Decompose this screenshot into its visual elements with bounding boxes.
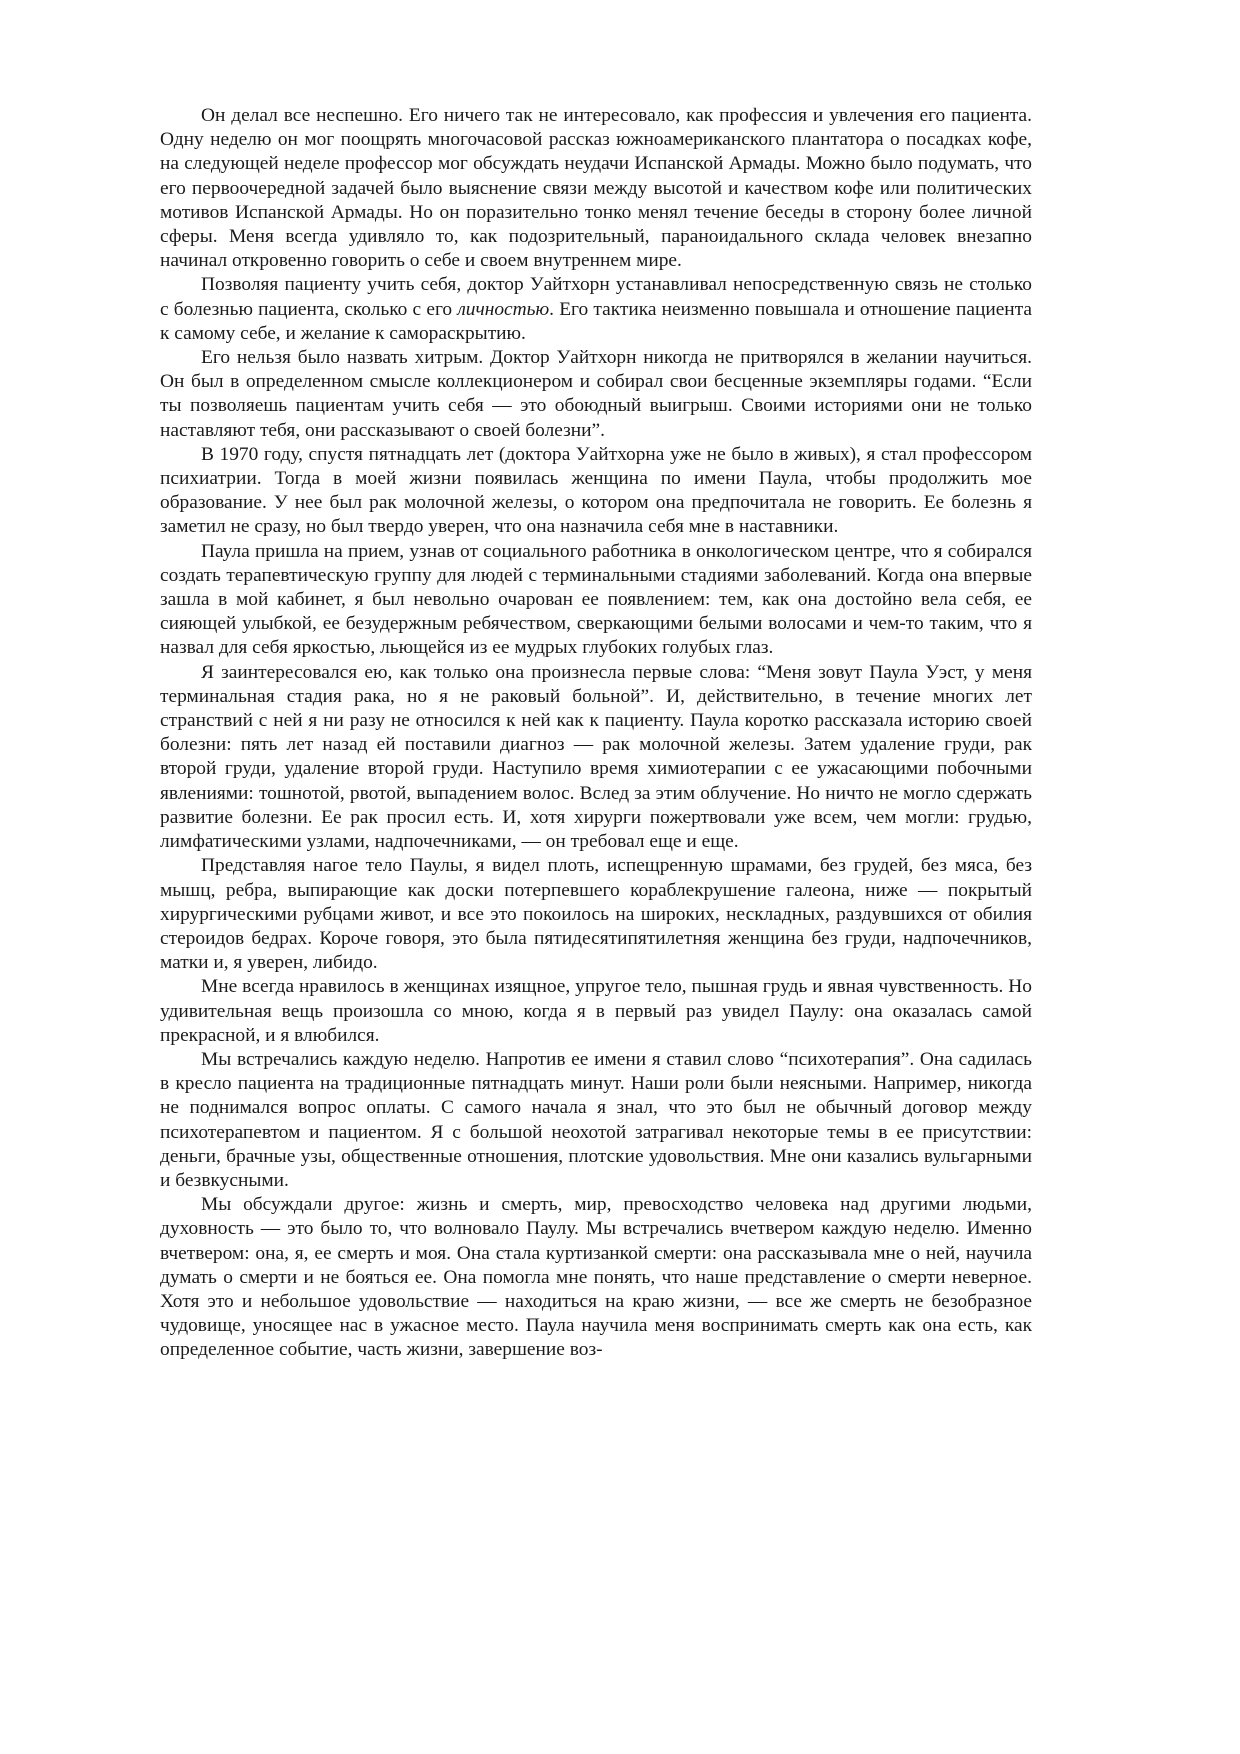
paragraph-1: Он делал все неспешно. Его ничего так не интересовало, как профессия и увлечения его пациента. Одну неделю он мог поощрять многочасовой рассказ южноамериканского плантатора о посадках кофе, на следующей неделе профессор мог обсуждать неудачи Испанской Армады. Можно было подумать, что его первоочередной задачей было выяснение связи между высотой и качеством кофе или политических мотивов Испанской Армады. Но он поразительно тонко менял течение беседы в сторону более личной сферы. Меня всегда удивляло то, как подозрительный, параноидального склада человек внезапно начинал откровенно говорить о себе и своем внутреннем мире.: [160, 105, 1032, 272]
paragraph-8: Мне всегда нравилось в женщинах изящное, упругое тело, пышная грудь и явная чувственность. Но удивительная вещь произошла со мною, когда я в первый раз увидел Паулу: она оказалась самой прекрасной, и я влюбился.: [160, 976, 1032, 1046]
paragraph-3: Его нельзя было назвать хитрым. Доктор Уайтхорн никогда не притворялся в желании научиться. Он был в определенном смысле коллекционером и собирал свои бесценные экземпляры годами. “Если ты позволяешь пациентам учить себя — это обоюдный выигрыш. Своими историями они не только наставляют тебя, они рассказывают о своей болезни”.: [160, 347, 1032, 441]
document-page: [160, 104, 1032, 1363]
emphasis-lichnostyu: личностью: [457, 298, 550, 320]
paragraph-7: Представляя нагое тело Паулы, я видел плоть, испещренную шрамами, без грудей, без мяса, без мышц, ребра, выпирающие как доски потерпевшего кораблекрушение галеона, ниже — покрытый хирургическими рубцами живот, и все это покоилось на широких, нескладных, раздувшихся от обилия стероидов бедрах. Короче говоря, это была пятидесятипятилетняя женщина без груди, надпочечников, матки и, я уверен, либидо.: [160, 855, 1032, 974]
paragraph-4: В 1970 году, спустя пятнадцать лет (доктора Уайтхорна уже не было в живых), я стал профессором психиатрии. Тогда в моей жизни появилась женщина по имени Паула, чтобы продолжить мое образование. У нее был рак молочной железы, о котором она предпочитала не говорить. Ее болезнь я заметил не сразу, но был твердо уверен, что она назначила себя мне в наставники.: [160, 443, 1032, 538]
paragraph-6: Я заинтересовался ею, как только она произнесла первые слова: “Меня зовут Паула Уэст, у меня терминальная стадия рака, но я не раковый больной”. И, действительно, в течение многих лет странствий с ней я ни разу не относился к ней как к пациенту. Паула коротко рассказала историю своей болезни: пять лет назад ей поставили диагноз — рак молочной железы. Затем удаление груди, рак второй груди, удаление второй груди. Наступило время химиотерапии с ее ужасающими побочными явлениями: тошнотой, рвотой, выпадением волос. Вслед за этим облучение. Но ничто не могло сдержать развитие болезни. Ее рак просил есть. И, хотя хирурги пожертвовали уже всем, чем могли: грудью, лимфатическими узлами, надпочечниками, — он требовал еще и еще.: [160, 661, 1032, 853]
paragraph-2-before: Позволяя пациенту учить себя, доктор Уайтхорн устанавливал непосредственную связь не столько с болезнью пациента, сколько с его: [160, 274, 1032, 320]
paragraph-5: Паула пришла на прием, узнав от социального работника в онкологическом центре, что я собирался создать терапевтическую группу для людей с терминальными стадиями заболеваний. Когда она впервые зашла в мой кабинет, я был невольно очарован ее появлением: тем, как она достойно вела себя, ее сияющей улыбкой, ее безудержным ребячеством, сверкающими белыми волосами и чем-то таким, что я назвал для себя яркостью, льющейся из ее мудрых глубоких голубых глаз.: [160, 540, 1032, 659]
paragraph-2: [160, 273, 1032, 346]
paragraph-9: Мы встречались каждую неделю. Напротив ее имени я ставил слово “психотерапия”. Она садилась в кресло пациента на традиционные пятнадцать минут. Наши роли были неясными. Например, никогда не поднимался вопрос оплаты. С самого начала я знал, что это был не обычный договор между психотерапевтом и пациентом. Я с большой неохотой затрагивал некоторые темы в ее присутствии: деньги, брачные узы, общественные отношения, плотские удовольствия. Мне они казались вульгарными и безвкусными.: [160, 1048, 1032, 1191]
paragraph-10: Мы обсуждали другое: жизнь и смерть, мир, превосходство человека над другими людьми, духовность — это было то, что волновало Паулу. Мы встречались вчетвером каждую неделю. Именно вчетвером: она, я, ее смерть и моя. Она стала куртизанкой смерти: она рассказывала мне о ней, научила думать о смерти и не бояться ее. Она помогла мне понять, что наше представление о смерти неверное. Хотя это и небольшое удовольствие — находиться на краю жизни, — все же смерть не безобразное чудовище, уносящее нас в ужасное место. Паула научила меня воспринимать смерть как она есть, как определенное событие, часть жизни, завершение воз-: [160, 1194, 1032, 1361]
paragraph-2-after: . Его тактика неизменно повышала и отношение пациента к самому себе, и желание к самораскрытию.: [160, 298, 1033, 344]
